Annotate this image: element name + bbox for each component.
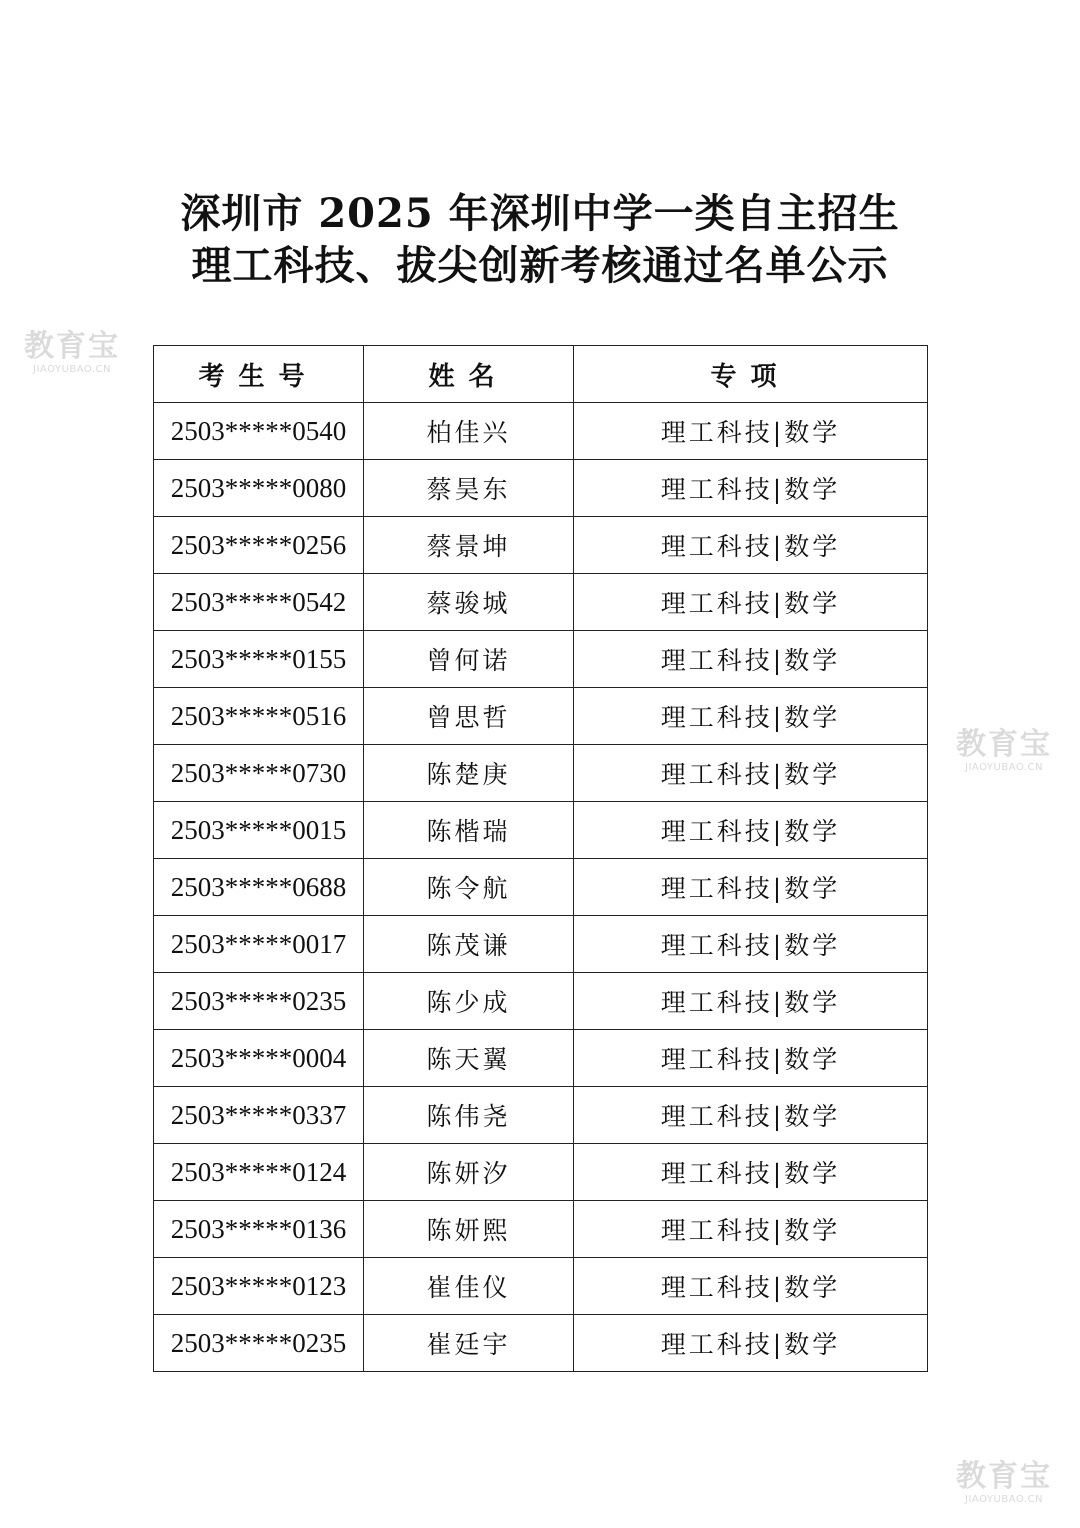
watermark-text: 教育宝 bbox=[24, 329, 120, 364]
title-line-1: 深圳市 2025 年深圳中学一类自主招生 bbox=[180, 190, 900, 237]
specialty-cell: 理工科技|数学 bbox=[574, 802, 928, 859]
header-name: 姓名 bbox=[364, 346, 574, 403]
table-row bbox=[154, 973, 928, 1030]
header-candidate-number: 考生号 bbox=[154, 346, 364, 403]
table-row bbox=[154, 916, 928, 973]
specialty-cell: 理工科技|数学 bbox=[574, 688, 928, 745]
specialty-cell: 理工科技|数学 bbox=[574, 403, 928, 460]
candidate-number-cell: 2503*****0256 bbox=[154, 517, 364, 574]
table-header-row bbox=[154, 346, 928, 403]
document-title bbox=[0, 188, 1080, 292]
candidate-number-cell: 2503*****0136 bbox=[154, 1201, 364, 1258]
table-row bbox=[154, 1087, 928, 1144]
specialty-cell: 理工科技|数学 bbox=[574, 1315, 928, 1372]
specialty-cell: 理工科技|数学 bbox=[574, 745, 928, 802]
watermark-text: 教育宝 bbox=[956, 727, 1052, 762]
watermark-subtext: JIAOYUBAO.CN bbox=[965, 1494, 1043, 1505]
table-row bbox=[154, 517, 928, 574]
table-row bbox=[154, 403, 928, 460]
name-cell: 陈茂谦 bbox=[364, 916, 574, 973]
specialty-cell: 理工科技|数学 bbox=[574, 631, 928, 688]
name-cell: 崔佳仪 bbox=[364, 1258, 574, 1315]
name-cell: 陈楚庚 bbox=[364, 745, 574, 802]
candidate-number-cell: 2503*****0017 bbox=[154, 916, 364, 973]
candidate-number-cell: 2503*****0123 bbox=[154, 1258, 364, 1315]
candidate-number-cell: 2503*****0730 bbox=[154, 745, 364, 802]
candidate-number-cell: 2503*****0688 bbox=[154, 859, 364, 916]
specialty-cell: 理工科技|数学 bbox=[574, 1258, 928, 1315]
table-row bbox=[154, 859, 928, 916]
table-row bbox=[154, 574, 928, 631]
watermark-logo bbox=[12, 330, 132, 376]
specialty-cell: 理工科技|数学 bbox=[574, 973, 928, 1030]
specialty-cell: 理工科技|数学 bbox=[574, 1087, 928, 1144]
table-row bbox=[154, 688, 928, 745]
table-row bbox=[154, 802, 928, 859]
candidate-number-cell: 2503*****0080 bbox=[154, 460, 364, 517]
name-cell: 陈天翼 bbox=[364, 1030, 574, 1087]
name-cell: 陈少成 bbox=[364, 973, 574, 1030]
name-cell: 崔廷宇 bbox=[364, 1315, 574, 1372]
candidate-number-cell: 2503*****0540 bbox=[154, 403, 364, 460]
name-cell: 陈妍熙 bbox=[364, 1201, 574, 1258]
watermark-text: 教育宝 bbox=[956, 1459, 1052, 1494]
specialty-cell: 理工科技|数学 bbox=[574, 1144, 928, 1201]
name-cell: 曾何诺 bbox=[364, 631, 574, 688]
candidate-number-cell: 2503*****0542 bbox=[154, 574, 364, 631]
admission-list-table bbox=[153, 345, 928, 1372]
name-cell: 曾思哲 bbox=[364, 688, 574, 745]
candidate-number-cell: 2503*****0004 bbox=[154, 1030, 364, 1087]
table-row bbox=[154, 1144, 928, 1201]
table-body bbox=[154, 403, 928, 1372]
specialty-cell: 理工科技|数学 bbox=[574, 859, 928, 916]
specialty-cell: 理工科技|数学 bbox=[574, 1030, 928, 1087]
candidate-number-cell: 2503*****0155 bbox=[154, 631, 364, 688]
name-cell: 蔡骏城 bbox=[364, 574, 574, 631]
watermark-logo bbox=[944, 728, 1064, 774]
name-cell: 柏佳兴 bbox=[364, 403, 574, 460]
candidate-number-cell: 2503*****0235 bbox=[154, 1315, 364, 1372]
table-row bbox=[154, 631, 928, 688]
candidate-number-cell: 2503*****0124 bbox=[154, 1144, 364, 1201]
candidate-number-cell: 2503*****0337 bbox=[154, 1087, 364, 1144]
name-cell: 陈令航 bbox=[364, 859, 574, 916]
table-row bbox=[154, 1315, 928, 1372]
table-row bbox=[154, 1258, 928, 1315]
name-cell: 陈楷瑞 bbox=[364, 802, 574, 859]
title-line-2: 理工科技、拔尖创新考核通过名单公示 bbox=[191, 242, 889, 289]
candidate-number-cell: 2503*****0235 bbox=[154, 973, 364, 1030]
table-row bbox=[154, 1201, 928, 1258]
specialty-cell: 理工科技|数学 bbox=[574, 916, 928, 973]
watermark-subtext: JIAOYUBAO.CN bbox=[33, 364, 111, 375]
candidate-number-cell: 2503*****0015 bbox=[154, 802, 364, 859]
specialty-cell: 理工科技|数学 bbox=[574, 460, 928, 517]
header-specialty: 专项 bbox=[574, 346, 928, 403]
specialty-cell: 理工科技|数学 bbox=[574, 574, 928, 631]
name-cell: 陈伟尧 bbox=[364, 1087, 574, 1144]
watermark-subtext: JIAOYUBAO.CN bbox=[965, 762, 1043, 773]
candidate-number-cell: 2503*****0516 bbox=[154, 688, 364, 745]
name-cell: 蔡昊东 bbox=[364, 460, 574, 517]
name-cell: 陈妍汐 bbox=[364, 1144, 574, 1201]
table-row bbox=[154, 460, 928, 517]
table-row bbox=[154, 745, 928, 802]
name-cell: 蔡景坤 bbox=[364, 517, 574, 574]
specialty-cell: 理工科技|数学 bbox=[574, 517, 928, 574]
specialty-cell: 理工科技|数学 bbox=[574, 1201, 928, 1258]
table-row bbox=[154, 1030, 928, 1087]
watermark-logo bbox=[944, 1460, 1064, 1506]
